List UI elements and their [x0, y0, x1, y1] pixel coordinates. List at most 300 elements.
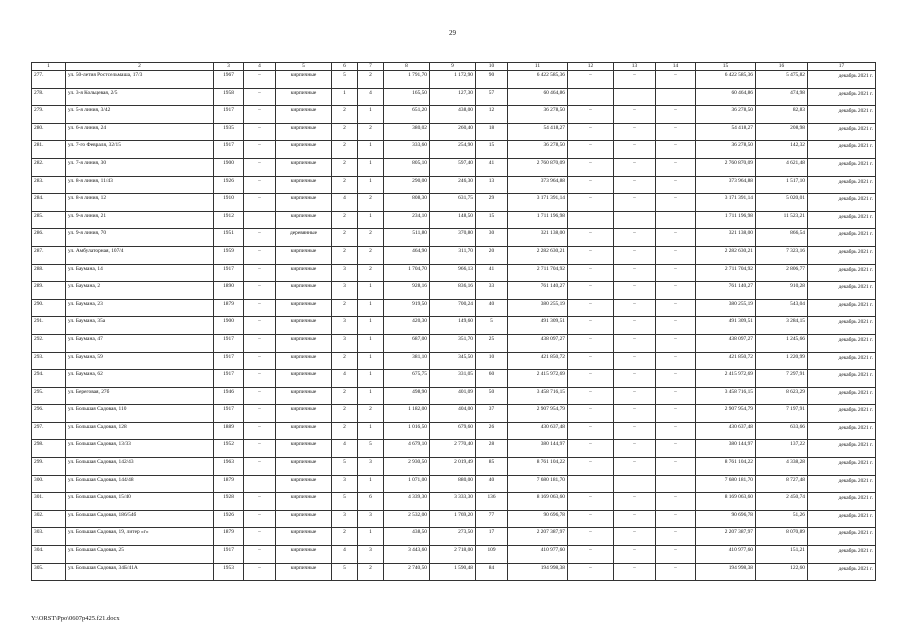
col-13: –	[614, 458, 656, 476]
living-area: 700,24	[430, 299, 476, 317]
col-4: –	[244, 194, 276, 212]
wall-material: кирпичные	[276, 334, 332, 352]
table-row	[32, 141, 876, 159]
table-row	[32, 211, 876, 229]
cost-per-sqm: 5 475,82	[756, 71, 808, 89]
row-number: 277.	[32, 71, 66, 89]
col-4: –	[244, 264, 276, 282]
wall-material: кирпичные	[276, 158, 332, 176]
deadline: декабрь 2021 г.	[808, 510, 876, 528]
table-row	[32, 264, 876, 282]
living-area: 246,30	[430, 176, 476, 194]
col-12: –	[568, 194, 614, 212]
address: ул. Баумана, 47	[66, 334, 214, 352]
address: ул. 8-я линия, 12	[66, 194, 214, 212]
living-area: 880,00	[430, 475, 476, 493]
col-13: –	[614, 194, 656, 212]
year-built: 1900	[214, 158, 244, 176]
cost-per-sqm: 208,98	[756, 123, 808, 141]
col-14: –	[656, 194, 696, 212]
address: ул. 9-я линия, 21	[66, 211, 214, 229]
floors: 2	[332, 141, 358, 159]
cost-per-sqm: 4 621,48	[756, 158, 808, 176]
col-12: –	[568, 282, 614, 300]
living-area: 401,09	[430, 387, 476, 405]
col-14: –	[656, 246, 696, 264]
deadline: декабрь 2021 г.	[808, 299, 876, 317]
col-13	[614, 211, 656, 229]
table-row	[32, 334, 876, 352]
wall-material: кирпичные	[276, 264, 332, 282]
col-13: –	[614, 422, 656, 440]
year-built: 1953	[214, 563, 244, 581]
total-area: 687,00	[384, 334, 430, 352]
col-4: –	[244, 422, 276, 440]
cost-per-sqm: 5 020,01	[756, 194, 808, 212]
cost-per-sqm: 51,26	[756, 510, 808, 528]
residents: 20	[476, 246, 508, 264]
year-built: 1958	[214, 88, 244, 106]
total-area: 805,10	[384, 158, 430, 176]
total-cost: 8 169 063,60	[508, 493, 568, 511]
col-14: –	[656, 563, 696, 581]
wall-material: кирпичные	[276, 246, 332, 264]
year-built: 1879	[214, 475, 244, 493]
wall-material: кирпичные	[276, 71, 332, 89]
floors: 3	[332, 282, 358, 300]
wall-material: кирпичные	[276, 141, 332, 159]
col-12: –	[568, 176, 614, 194]
col-14: –	[656, 158, 696, 176]
col-12: –	[568, 123, 614, 141]
row-number: 282.	[32, 158, 66, 176]
col-15-cost: 2 760 870,09	[696, 158, 756, 176]
col-14: –	[656, 370, 696, 388]
col-15-cost: 194 998,38	[696, 563, 756, 581]
column-number-11: 11	[508, 63, 568, 71]
col-13: –	[614, 387, 656, 405]
entrances: 2	[358, 194, 384, 212]
entrances: 1	[358, 352, 384, 370]
col-4: –	[244, 106, 276, 124]
table-row	[32, 106, 876, 124]
col-14	[656, 88, 696, 106]
deadline: декабрь 2021 г.	[808, 176, 876, 194]
entrances: 1	[358, 106, 384, 124]
col-4: –	[244, 176, 276, 194]
col-15-cost: 6 422 585,36	[696, 71, 756, 89]
residents: 26	[476, 422, 508, 440]
entrances: 3	[358, 546, 384, 564]
address: ул. 50-летия Ростсельмаша, 17/3	[66, 71, 214, 89]
table-row	[32, 528, 876, 546]
address: ул. 9-я линия, 70	[66, 229, 214, 247]
living-area: 370,80	[430, 229, 476, 247]
table-row	[32, 563, 876, 581]
col-14: –	[656, 123, 696, 141]
col-13: –	[614, 264, 656, 282]
total-area: 675,75	[384, 370, 430, 388]
table-row	[32, 387, 876, 405]
row-number: 301.	[32, 493, 66, 511]
cost-per-sqm: 543,04	[756, 299, 808, 317]
table-row	[32, 176, 876, 194]
row-number: 292.	[32, 334, 66, 352]
floors: 4	[332, 370, 358, 388]
col-13: –	[614, 334, 656, 352]
floors: 4	[332, 546, 358, 564]
col-15-cost: 761 140,27	[696, 282, 756, 300]
residents: 30	[476, 229, 508, 247]
col-15-cost: 36 278,50	[696, 141, 756, 159]
address: ул. Баумана, 62	[66, 370, 214, 388]
deadline: декабрь 2021 г.	[808, 158, 876, 176]
table-row	[32, 510, 876, 528]
address: ул. Большая Садовая, 128	[66, 422, 214, 440]
col-12: –	[568, 352, 614, 370]
col-13: –	[614, 317, 656, 335]
address: ул. Баумана, 59	[66, 352, 214, 370]
column-number-6: 6	[332, 63, 358, 71]
col-4: –	[244, 88, 276, 106]
col-4	[244, 211, 276, 229]
col-14: –	[656, 352, 696, 370]
total-area: 464,90	[384, 246, 430, 264]
living-area: 836,16	[430, 282, 476, 300]
col-12: –	[568, 440, 614, 458]
wall-material: кирпичные	[276, 510, 332, 528]
row-number: 278.	[32, 88, 66, 106]
total-area: 165,50	[384, 88, 430, 106]
col-15-cost: 2 907 954,79	[696, 405, 756, 423]
col-12: –	[568, 264, 614, 282]
col-13: –	[614, 493, 656, 511]
total-cost: 438 097,27	[508, 334, 568, 352]
col-12: –	[568, 106, 614, 124]
floors: 2	[332, 405, 358, 423]
col-12: –	[568, 334, 614, 352]
year-built: 1917	[214, 141, 244, 159]
col-14: –	[656, 510, 696, 528]
col-4: –	[244, 510, 276, 528]
column-number-4: 4	[244, 63, 276, 71]
column-number-2: 2	[66, 63, 214, 71]
col-13: –	[614, 510, 656, 528]
col-13: –	[614, 123, 656, 141]
entrances: 1	[358, 282, 384, 300]
year-built: 1917	[214, 106, 244, 124]
floors: 1	[332, 88, 358, 106]
column-number-7: 7	[358, 63, 384, 71]
wall-material: кирпичные	[276, 387, 332, 405]
col-14: –	[656, 264, 696, 282]
year-built: 1917	[214, 405, 244, 423]
total-area: 4 679,10	[384, 440, 430, 458]
col-13: –	[614, 528, 656, 546]
col-4: –	[244, 546, 276, 564]
cost-per-sqm: 8 623,29	[756, 387, 808, 405]
year-built: 1917	[214, 264, 244, 282]
deadline: декабрь 2021 г.	[808, 106, 876, 124]
column-number-16: 16	[756, 63, 808, 71]
col-15-cost: 491 309,51	[696, 317, 756, 335]
living-area: 597,40	[430, 158, 476, 176]
column-number-10: 10	[476, 63, 508, 71]
year-built: 1946	[214, 387, 244, 405]
cost-per-sqm: 474,98	[756, 88, 808, 106]
living-area: 404,00	[430, 405, 476, 423]
wall-material: кирпичные	[276, 422, 332, 440]
entrances: 3	[358, 510, 384, 528]
col-13: –	[614, 158, 656, 176]
deadline: декабрь 2021 г.	[808, 370, 876, 388]
col-14: –	[656, 387, 696, 405]
col-12: –	[568, 528, 614, 546]
deadline: декабрь 2021 г.	[808, 528, 876, 546]
cost-per-sqm: 7 197,91	[756, 405, 808, 423]
row-number: 281.	[32, 141, 66, 159]
col-4: –	[244, 71, 276, 89]
wall-material: кирпичные	[276, 546, 332, 564]
living-area: 1 172,90	[430, 71, 476, 89]
row-number: 304.	[32, 546, 66, 564]
wall-material: кирпичные	[276, 370, 332, 388]
table-row	[32, 440, 876, 458]
total-area: 380,02	[384, 123, 430, 141]
wall-material: кирпичные	[276, 563, 332, 581]
cost-per-sqm: 1 220,99	[756, 352, 808, 370]
table-row	[32, 317, 876, 335]
living-area: 438,00	[430, 106, 476, 124]
living-area: 2 770,40	[430, 440, 476, 458]
address: ул. Большая Садовая, 13/33	[66, 440, 214, 458]
col-15-cost: 7 680 181,70	[696, 475, 756, 493]
row-number: 283.	[32, 176, 66, 194]
col-12: –	[568, 510, 614, 528]
deadline: декабрь 2021 г.	[808, 458, 876, 476]
entrances: 2	[358, 123, 384, 141]
table-row	[32, 88, 876, 106]
address: ул. 6-я линия, 24	[66, 123, 214, 141]
entrances: 1	[358, 387, 384, 405]
year-built: 1926	[214, 510, 244, 528]
col-14: –	[656, 422, 696, 440]
entrances: 1	[358, 334, 384, 352]
row-number: 290.	[32, 299, 66, 317]
entrances: 2	[358, 563, 384, 581]
cost-per-sqm: 2 450,74	[756, 493, 808, 511]
row-number: 298.	[32, 440, 66, 458]
entrances: 1	[358, 422, 384, 440]
address: ул. Баумана, 35а	[66, 317, 214, 335]
col-13: –	[614, 71, 656, 89]
total-cost: 2 907 954,79	[508, 405, 568, 423]
year-built: 1917	[214, 352, 244, 370]
row-number: 303.	[32, 528, 66, 546]
col-12	[568, 211, 614, 229]
col-14: –	[656, 405, 696, 423]
cost-per-sqm: 142,32	[756, 141, 808, 159]
living-area: 260,40	[430, 123, 476, 141]
table-row	[32, 299, 876, 317]
col-15-cost: 321 138,00	[696, 229, 756, 247]
col-4: –	[244, 317, 276, 335]
col-13: –	[614, 299, 656, 317]
col-4: –	[244, 158, 276, 176]
table-row	[32, 194, 876, 212]
total-cost: 380 255,19	[508, 299, 568, 317]
entrances: 2	[358, 71, 384, 89]
total-cost: 36 278,50	[508, 106, 568, 124]
col-12: –	[568, 546, 614, 564]
living-area: 2 019,49	[430, 458, 476, 476]
col-12: –	[568, 317, 614, 335]
total-cost: 90 696,78	[508, 510, 568, 528]
address: ул. 7-я линия, 30	[66, 158, 214, 176]
wall-material: деревянные	[276, 229, 332, 247]
table-row	[32, 405, 876, 423]
wall-material: кирпичные	[276, 352, 332, 370]
table-row	[32, 123, 876, 141]
table-row	[32, 475, 876, 493]
column-number-13: 13	[614, 63, 656, 71]
address: ул. 7-го Февраля, 32/15	[66, 141, 214, 159]
column-number-3: 3	[214, 63, 244, 71]
total-area: 928,16	[384, 282, 430, 300]
col-15-cost: 410 977,60	[696, 546, 756, 564]
col-4: –	[244, 405, 276, 423]
entrances: 1	[358, 158, 384, 176]
total-area: 4 339,30	[384, 493, 430, 511]
cost-per-sqm: 633,66	[756, 422, 808, 440]
residents: 57	[476, 88, 508, 106]
col-15-cost: 380 144,97	[696, 440, 756, 458]
address: ул. Большая Садовая, 19, литер «г»	[66, 528, 214, 546]
cost-per-sqm: 866,54	[756, 229, 808, 247]
deadline: декабрь 2021 г.	[808, 88, 876, 106]
year-built: 1910	[214, 194, 244, 212]
cost-per-sqm: 1 517,10	[756, 176, 808, 194]
living-area: 345,50	[430, 352, 476, 370]
year-built: 1952	[214, 440, 244, 458]
floors: 2	[332, 158, 358, 176]
residents: 77	[476, 510, 508, 528]
total-area: 651,20	[384, 106, 430, 124]
total-area: 919,50	[384, 299, 430, 317]
floors: 5	[332, 458, 358, 476]
total-cost: 373 964,88	[508, 176, 568, 194]
col-4: –	[244, 246, 276, 264]
address: ул. Амбулаторная, 107/4	[66, 246, 214, 264]
wall-material: кирпичные	[276, 458, 332, 476]
cost-per-sqm: 3 284,15	[756, 317, 808, 335]
col-12: –	[568, 370, 614, 388]
row-number: 299.	[32, 458, 66, 476]
total-area: 808,30	[384, 194, 430, 212]
col-13: –	[614, 563, 656, 581]
row-number: 305.	[32, 563, 66, 581]
entrances: 2	[358, 229, 384, 247]
col-14: –	[656, 334, 696, 352]
entrances: 2	[358, 246, 384, 264]
total-area: 438,50	[384, 528, 430, 546]
year-built: 1879	[214, 528, 244, 546]
col-15-cost: 60 464,86	[696, 88, 756, 106]
col-4: –	[244, 334, 276, 352]
residents: 50	[476, 387, 508, 405]
col-13: –	[614, 405, 656, 423]
col-12: –	[568, 422, 614, 440]
year-built: 1935	[214, 123, 244, 141]
residents: 13	[476, 176, 508, 194]
entrances: 2	[358, 264, 384, 282]
col-4: –	[244, 387, 276, 405]
floors: 2	[332, 387, 358, 405]
cost-per-sqm: 7 297,91	[756, 370, 808, 388]
floors: 2	[332, 229, 358, 247]
total-area: 1 704,70	[384, 264, 430, 282]
floors: 2	[332, 528, 358, 546]
table-row	[32, 493, 876, 511]
residents: 37	[476, 405, 508, 423]
floors: 3	[332, 510, 358, 528]
row-number: 300.	[32, 475, 66, 493]
total-area: 2 532,00	[384, 510, 430, 528]
footer-file-path: Y:\ORST\Ppo\0607p425.f21.docx	[31, 615, 120, 622]
cost-per-sqm: 4 338,28	[756, 458, 808, 476]
total-area: 511,80	[384, 229, 430, 247]
cost-per-sqm: 7 323,16	[756, 246, 808, 264]
row-number: 297.	[32, 422, 66, 440]
wall-material: кирпичные	[276, 299, 332, 317]
total-area: 3 443,60	[384, 546, 430, 564]
col-15-cost: 1 711 196,98	[696, 211, 756, 229]
residents: 41	[476, 158, 508, 176]
table-row	[32, 246, 876, 264]
table-row	[32, 546, 876, 564]
total-cost: 54 418,27	[508, 123, 568, 141]
row-number: 295.	[32, 387, 66, 405]
row-number: 286.	[32, 229, 66, 247]
deadline: декабрь 2021 г.	[808, 405, 876, 423]
deadline: декабрь 2021 г.	[808, 282, 876, 300]
total-cost: 491 309,51	[508, 317, 568, 335]
year-built: 1889	[214, 422, 244, 440]
table-row	[32, 370, 876, 388]
col-14: –	[656, 317, 696, 335]
address: ул. Большая Садовая, 144/48	[66, 475, 214, 493]
table-row	[32, 158, 876, 176]
deadline: декабрь 2021 г.	[808, 440, 876, 458]
col-4: –	[244, 352, 276, 370]
address: ул. Большая Садовая, 110	[66, 405, 214, 423]
entrances: 6	[358, 493, 384, 511]
col-13: –	[614, 106, 656, 124]
table-row	[32, 229, 876, 247]
living-area: 149,60	[430, 317, 476, 335]
total-area: 290,00	[384, 176, 430, 194]
cost-per-sqm: 8 070,89	[756, 528, 808, 546]
housing-table	[31, 62, 876, 581]
floors: 2	[332, 106, 358, 124]
total-cost: 321 138,00	[508, 229, 568, 247]
total-cost: 60 464,86	[508, 88, 568, 106]
column-number-9: 9	[430, 63, 476, 71]
col-14: –	[656, 493, 696, 511]
address: ул. Баумана, 23	[66, 299, 214, 317]
address: ул. Большая Садовая, 15/40	[66, 493, 214, 511]
col-15-cost: 2 415 972,69	[696, 370, 756, 388]
